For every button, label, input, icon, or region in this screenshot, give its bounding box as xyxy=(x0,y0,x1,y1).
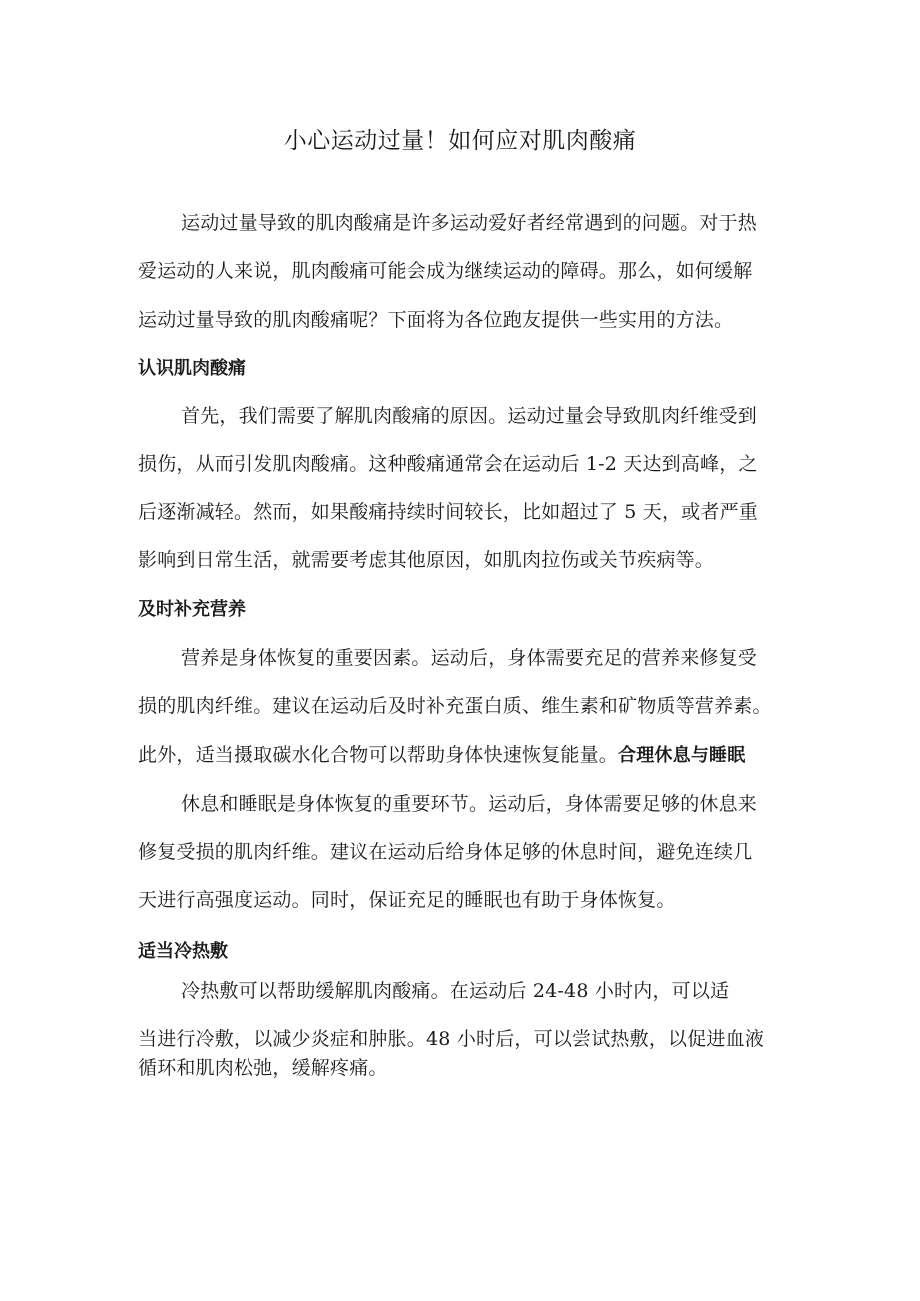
section4-line-1: 冷热敷可以帮助缓解肌肉酸痛。在运动后 24-48 小时内，可以适 xyxy=(181,980,730,1002)
section-heading-1: 认识肌肉酸痛 xyxy=(138,358,246,379)
section1-line-4: 影响到日常生活，就需要考虑其他原因，如肌肉拉伤或关节疾病等。 xyxy=(138,549,715,571)
section-heading-4: 适当冷热敷 xyxy=(138,941,228,962)
section2-line-1: 营养是身体恢复的重要因素。运动后，身体需要充足的营养来修复受 xyxy=(181,647,758,669)
section-heading-3: 合理休息与睡眠 xyxy=(618,745,746,766)
intro-line-3: 运动过量导致的肌肉酸痛呢？下面将为各位跑友提供一些实用的方法。 xyxy=(138,309,734,331)
section3-line-3: 天进行高强度运动。同时，保证充足的睡眠也有助于身体恢复。 xyxy=(138,889,676,911)
section3-line-2: 修复受损的肌肉纤维。建议在运动后给身体足够的休息时间，避免连续几 xyxy=(138,841,753,863)
section4-line-2: 当进行冷敷，以减少炎症和肿胀。48 小时后，可以尝试热敷，以促进血液 xyxy=(138,1028,765,1050)
section-heading-2: 及时补充营养 xyxy=(138,599,246,620)
section1-line-1: 首先，我们需要了解肌肉酸痛的原因。运动过量会导致肌肉纤维受到 xyxy=(181,405,758,427)
document-title: 小心运动过量！如何应对肌肉酸痛 xyxy=(283,128,637,154)
section3-line-1: 休息和睡眠是身体恢复的重要环节。运动后，身体需要足够的休息来 xyxy=(181,793,758,815)
section1-line-2: 损伤，从而引发肌肉酸痛。这种酸痛通常会在运动后 1-2 天达到高峰，之 xyxy=(138,453,758,475)
intro-line-1: 运动过量导致的肌肉酸痛是许多运动爱好者经常遇到的问题。对于热 xyxy=(181,212,758,234)
intro-line-2: 爱运动的人来说，肌肉酸痛可能会成为继续运动的障碍。那么，如何缓解 xyxy=(138,260,753,282)
section2-line-3-with-heading xyxy=(138,740,745,767)
section2-line-2: 损的肌肉纤维。建议在运动后及时补充蛋白质、维生素和矿物质等营养素。 xyxy=(138,695,772,717)
section4-line-3: 循环和肌肉松弛，缓解疼痛。 xyxy=(138,1057,388,1079)
section2-line-3: 此外，适当摄取碳水化合物可以帮助身体快速恢复能量。 xyxy=(138,744,619,766)
section1-line-3: 后逐渐减轻。然而，如果酸痛持续时间较长，比如超过了 5 天，或者严重 xyxy=(138,501,758,523)
